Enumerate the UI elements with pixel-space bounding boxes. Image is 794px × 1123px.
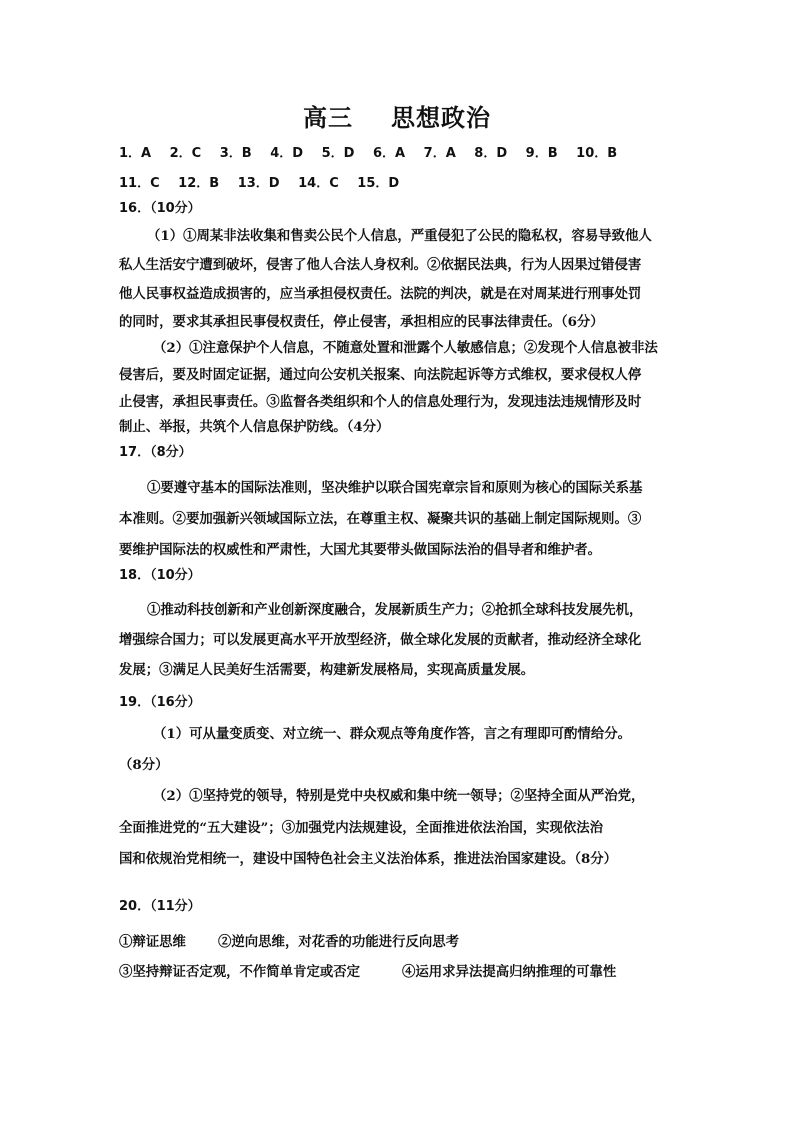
mc-answer: 5．D — [321, 146, 355, 161]
q16-part2-line: 止侵害，承担民事责任。③监督各类组织和个人的信息处理行为，发现违法违规情形及时 — [119, 394, 642, 410]
page-title — [0, 98, 794, 133]
mc-answer: 4．D — [270, 146, 304, 161]
q16-part2-line: 制止、举报，共筑个人信息保护防线。（4分） — [119, 419, 390, 435]
q19-part2-line: 全面推进党的“五大建设”；③加强党内法规建设，全面推进依法治国，实现依法治 — [119, 820, 604, 836]
q16-part1-line: 的同时，要求其承担民事侵权责任，停止侵害，承担相应的民事法律责任。（6分） — [119, 314, 604, 330]
mc-answer: 11．C — [119, 176, 160, 191]
q18-line: 发展；③满足人民美好生活需要，构建新发展格局，实现高质量发展。 — [119, 662, 535, 678]
mc-answer: 1．A — [119, 146, 152, 161]
q20-answer-3: ③坚持辩证否定观，不作简单肯定或否定 — [119, 964, 361, 980]
mc-answer: 13．D — [237, 176, 280, 191]
q19-part1-line: （8分） — [119, 757, 169, 773]
mc-answer: 2．C — [169, 146, 202, 161]
q19-part2-line: 国和依规治党相统一，建设中国特色社会主义法治体系，推进法治国家建设。（8分） — [119, 851, 618, 867]
title-grade: 高三 — [303, 104, 353, 132]
mc-answer: 3．B — [219, 146, 252, 161]
q19-part2-line: （2）①坚持党的领导，特别是党中央权威和集中统一领导；②坚持全面从严治党， — [153, 788, 645, 804]
mc-answer: 12．B — [178, 176, 220, 191]
q16-part2-line: （2）①注意保护个人信息，不随意处置和泄露个人敏感信息；②发现个人信息被非法 — [153, 340, 658, 356]
q18-heading: 18．（10分） — [119, 568, 201, 583]
mc-answer: 8．D — [474, 146, 508, 161]
q20-answer-4: ④运用求异法提高归纳推理的可靠性 — [402, 964, 617, 980]
q20-answer-1: ①辩证思维 — [119, 934, 186, 950]
mc-answer: 9．B — [525, 146, 558, 161]
q16-part1-line: 私人生活安宁遭到破坏，侵害了他人合法人身权利。②依据民法典，行为人因果过错侵害 — [119, 257, 642, 273]
q17-line: 本准则。②要加强新兴领域国际立法，在尊重主权、凝聚共识的基础上制定国际规则。③ — [119, 511, 642, 527]
q17-line: ①要遵守基本的国际法准则，坚决维护以联合国宪章宗旨和原则为核心的国际关系基 — [147, 480, 643, 496]
q17-line: 要维护国际法的权威性和严肃性，大国尤其要带头做国际法治的倡导者和维护者。 — [119, 542, 602, 558]
mc-answer: 14．C — [298, 176, 339, 191]
q18-line: ①推动科技创新和产业创新深度融合，发展新质生产力；②抢抓全球科技发展先机， — [147, 602, 643, 618]
q19-heading: 19．（16分） — [119, 695, 201, 710]
q16-part1-line: （1）①周某非法收集和售卖公民个人信息，严重侵犯了公民的隐私权，容易导致他人 — [147, 228, 652, 244]
q16-part2-line: 侵害后，要及时固定证据，通过向公安机关报案、向法院起诉等方式维权，要求侵权人停 — [119, 367, 642, 383]
q18-line: 增强综合国力；可以发展更高水平开放型经济，做全球化发展的贡献者，推动经济全球化 — [119, 632, 642, 648]
q19-part1-line: （1）可从量变质变、对立统一、群众观点等角度作答，言之有理即可酌情给分。 — [153, 726, 631, 742]
title-subject: 思想政治 — [391, 104, 491, 132]
mc-answer: 6．A — [373, 146, 406, 161]
q17-heading: 17．（8分） — [119, 445, 192, 460]
q20-heading: 20．（11分） — [119, 899, 201, 914]
q16-heading: 16．（10分） — [119, 201, 201, 216]
q16-part1-line: 他人民事权益造成损害的，应当承担侵权责任。法院的判决，就是在对周某进行刑事处罚 — [119, 286, 642, 302]
mc-answers-row-1 — [119, 145, 631, 163]
mc-answer: 15．D — [357, 176, 400, 191]
mc-answer: 7．A — [423, 146, 456, 161]
mc-answers-row-2 — [119, 175, 413, 193]
mc-answer: 10．B — [576, 146, 618, 161]
q20-answer-2: ②逆向思维，对花香的功能进行反向思考 — [218, 934, 460, 950]
